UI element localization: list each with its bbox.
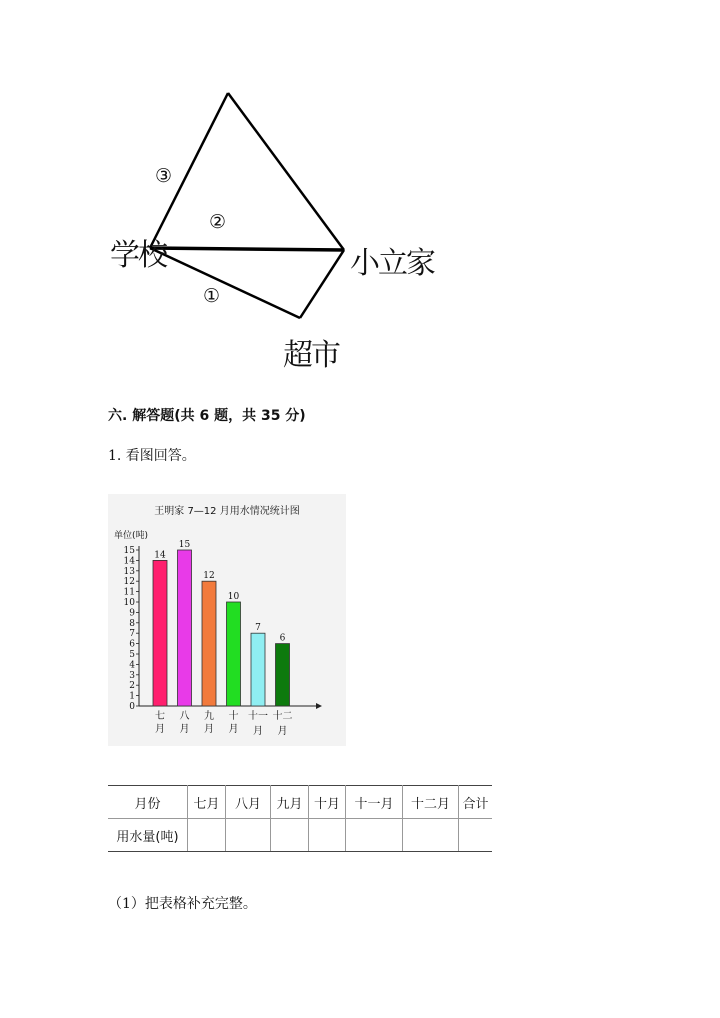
y-tick-label: 15	[123, 546, 135, 556]
input-cell-dec[interactable]	[403, 819, 459, 852]
header-cell-oct: 十月	[309, 786, 346, 819]
y-tick-label: 6	[129, 639, 135, 650]
bar-5	[251, 633, 265, 706]
header-cell-jul: 七月	[188, 786, 226, 819]
x-tick-label-month: 月	[179, 724, 190, 735]
x-tick-label-month: 月	[204, 724, 214, 735]
header-cell-month: 月份	[108, 786, 188, 819]
table-row-usage	[108, 819, 492, 852]
x-axis-arrow	[316, 703, 322, 709]
section-title: 六. 解答题(共 6 题，共 35 分)	[108, 408, 306, 424]
bar-value-label: 15	[178, 540, 191, 550]
table-header-row	[108, 786, 492, 819]
header-cell-dec: 十二月	[403, 786, 459, 819]
input-cell-oct[interactable]	[309, 819, 346, 852]
input-cell-total[interactable]	[459, 819, 493, 852]
water-usage-table	[108, 785, 492, 852]
y-tick-label: 7	[129, 629, 135, 640]
school-label: 学校	[110, 238, 166, 273]
input-cell-jul[interactable]	[188, 819, 226, 852]
bar-value-label: 6	[279, 633, 286, 644]
bar-1	[153, 560, 167, 706]
sub-question-1: （1）把表格补充完整。	[108, 896, 257, 912]
route-1-segment-b	[300, 250, 344, 318]
route-2-line	[150, 248, 344, 250]
input-cell-nov[interactable]	[346, 819, 403, 852]
route-diagram	[0, 0, 720, 390]
x-tick-label-month: 月	[253, 726, 263, 737]
bar-6	[276, 644, 290, 706]
bar-2	[178, 550, 192, 706]
y-tick-label: 11	[123, 587, 135, 598]
y-tick-label: 10	[123, 598, 135, 608]
bar-value-label: 14	[154, 550, 166, 561]
route-3-label: ③	[155, 165, 173, 187]
route-1-label: ①	[203, 285, 221, 307]
home-label: 小立家	[350, 246, 434, 281]
header-cell-sep: 九月	[271, 786, 309, 819]
y-tick-label: 12	[123, 577, 135, 588]
x-tick-label-month: 月	[277, 726, 288, 737]
market-label: 超市	[283, 338, 339, 373]
x-tick-label-month: 月	[155, 724, 165, 735]
x-tick-label: 十二	[272, 711, 293, 722]
bar-value-label: 10	[227, 592, 240, 602]
input-cell-sep[interactable]	[271, 819, 309, 852]
y-tick-label: 1	[129, 691, 135, 702]
question-prompt: 1. 看图回答。	[108, 448, 196, 464]
bar-value-label: 12	[203, 571, 215, 582]
y-tick-label: 5	[129, 650, 135, 660]
y-tick-label: 2	[129, 681, 135, 692]
y-tick-label: 13	[123, 566, 135, 577]
route-3-segment-b	[228, 93, 344, 250]
y-tick-label: 0	[129, 702, 135, 712]
route-1-segment-a	[150, 248, 300, 318]
x-tick-label: 七	[155, 711, 165, 722]
x-tick-label-month: 月	[228, 724, 239, 735]
route-2-label: ②	[209, 211, 227, 233]
bar-value-label: 7	[255, 623, 261, 634]
y-tick-label: 8	[129, 618, 135, 629]
bar-4	[227, 602, 241, 706]
row-label-usage: 用水量(吨)	[108, 819, 188, 852]
bar-chart-svg	[108, 494, 346, 746]
chart-title: 王明家 7—12 月用水情况统计图	[154, 506, 300, 517]
y-tick-label: 14	[123, 556, 135, 567]
chart-ylabel: 单位(吨)	[114, 531, 149, 541]
x-tick-label: 十一	[248, 711, 268, 722]
y-tick-label: 9	[129, 608, 135, 619]
header-cell-nov: 十一月	[346, 786, 403, 819]
x-tick-label: 八	[179, 711, 190, 722]
input-cell-aug[interactable]	[226, 819, 271, 852]
bar-chart	[108, 494, 346, 746]
bar-3	[202, 581, 216, 706]
y-tick-label: 3	[129, 670, 135, 681]
header-cell-aug: 八月	[226, 786, 271, 819]
header-cell-total: 合计	[459, 786, 493, 819]
x-tick-label: 十	[228, 711, 239, 722]
x-tick-label: 九	[204, 711, 214, 722]
y-tick-label: 4	[129, 660, 135, 671]
